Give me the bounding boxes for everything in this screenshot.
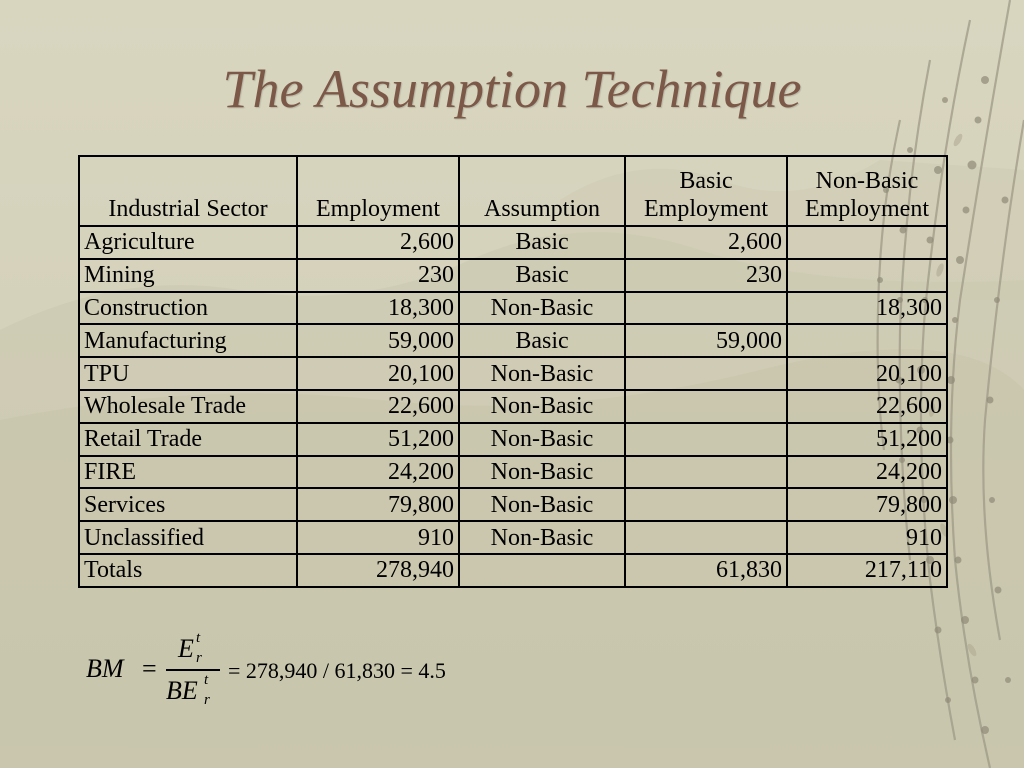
numerator-symbol: E: [178, 634, 194, 663]
formula-lhs: BM: [86, 654, 124, 683]
denominator-subscript: r: [204, 692, 210, 708]
cell-basic: [625, 456, 787, 489]
cell-basic: 61,830: [625, 554, 787, 587]
cell-basic: 2,600: [625, 226, 787, 259]
header-assumption: [459, 156, 625, 226]
cell-employment: 59,000: [297, 324, 459, 357]
table-row: [79, 292, 947, 325]
header-line-1: Basic: [679, 168, 733, 194]
cell-non-basic: 20,100: [787, 357, 947, 390]
cell-non-basic: 51,200: [787, 423, 947, 456]
cell-non-basic: 24,200: [787, 456, 947, 489]
table-row: [79, 259, 947, 292]
cell-employment: 910: [297, 521, 459, 554]
table-row: [79, 324, 947, 357]
table-row: [79, 423, 947, 456]
cell-basic: [625, 488, 787, 521]
header-line-2: Industrial Sector: [108, 196, 268, 222]
header-line-2: Assumption: [483, 196, 600, 222]
cell-sector: Unclassified: [79, 521, 297, 554]
cell-sector: TPU: [79, 357, 297, 390]
cell-employment: 22,600: [297, 390, 459, 423]
employment-table: [78, 155, 948, 588]
totals-row: [79, 554, 947, 587]
cell-employment: 20,100: [297, 357, 459, 390]
header-line-2: Employment: [316, 196, 440, 222]
cell-non-basic: 910: [787, 521, 947, 554]
cell-sector: Totals: [79, 554, 297, 587]
numerator-superscript: t: [196, 630, 201, 646]
table-row: [79, 226, 947, 259]
cell-non-basic: [787, 259, 947, 292]
header-line-2: Employment: [805, 196, 929, 222]
cell-sector: Mining: [79, 259, 297, 292]
table-row: [79, 390, 947, 423]
cell-non-basic: [787, 226, 947, 259]
table-header-row: [79, 156, 947, 226]
cell-assumption: Non-Basic: [459, 423, 625, 456]
cell-employment: 2,600: [297, 226, 459, 259]
denominator-superscript: t: [204, 672, 209, 688]
cell-assumption: Basic: [459, 259, 625, 292]
base-multiplier-formula: [86, 628, 506, 718]
cell-sector: Wholesale Trade: [79, 390, 297, 423]
table-row: [79, 521, 947, 554]
cell-basic: [625, 292, 787, 325]
cell-assumption: Non-Basic: [459, 292, 625, 325]
cell-basic: [625, 521, 787, 554]
cell-sector: Services: [79, 488, 297, 521]
header-basic-employment: [625, 156, 787, 226]
cell-sector: Manufacturing: [79, 324, 297, 357]
cell-assumption: Basic: [459, 324, 625, 357]
header-employment: [297, 156, 459, 226]
cell-basic: [625, 390, 787, 423]
header-line-1: Non-Basic: [815, 168, 919, 194]
cell-assumption: Non-Basic: [459, 521, 625, 554]
cell-basic: 59,000: [625, 324, 787, 357]
denominator-symbol: BE: [166, 676, 198, 705]
header-non-basic-employment: [787, 156, 947, 226]
cell-non-basic: 18,300: [787, 292, 947, 325]
cell-non-basic: [787, 324, 947, 357]
cell-employment: 18,300: [297, 292, 459, 325]
cell-basic: [625, 357, 787, 390]
cell-basic: 230: [625, 259, 787, 292]
cell-sector: FIRE: [79, 456, 297, 489]
fraction-bar: [166, 669, 220, 671]
formula-equals: =: [142, 654, 157, 683]
cell-basic: [625, 423, 787, 456]
cell-sector: Agriculture: [79, 226, 297, 259]
cell-sector: Construction: [79, 292, 297, 325]
cell-assumption: Non-Basic: [459, 390, 625, 423]
slide-title: The Assumption Technique: [222, 59, 802, 119]
cell-assumption: [459, 554, 625, 587]
header-industrial-sector: [79, 156, 297, 226]
cell-employment: 51,200: [297, 423, 459, 456]
formula-denominator: [166, 672, 210, 708]
cell-employment: 278,940: [297, 554, 459, 587]
formula-fraction: [166, 628, 220, 714]
cell-assumption: Basic: [459, 226, 625, 259]
cell-employment: 230: [297, 259, 459, 292]
cell-employment: 79,800: [297, 488, 459, 521]
cell-sector: Retail Trade: [79, 423, 297, 456]
cell-non-basic: 22,600: [787, 390, 947, 423]
cell-assumption: Non-Basic: [459, 488, 625, 521]
cell-assumption: Non-Basic: [459, 456, 625, 489]
numerator-subscript: r: [196, 650, 202, 666]
cell-employment: 24,200: [297, 456, 459, 489]
formula-numerator: [178, 630, 202, 666]
formula-result: = 278,940 / 61,830 = 4.5: [228, 658, 446, 683]
header-line-2: Employment: [644, 196, 768, 222]
cell-assumption: Non-Basic: [459, 357, 625, 390]
cell-non-basic: 217,110: [787, 554, 947, 587]
table-row: [79, 456, 947, 489]
table-row: [79, 488, 947, 521]
cell-non-basic: 79,800: [787, 488, 947, 521]
table-row: [79, 357, 947, 390]
